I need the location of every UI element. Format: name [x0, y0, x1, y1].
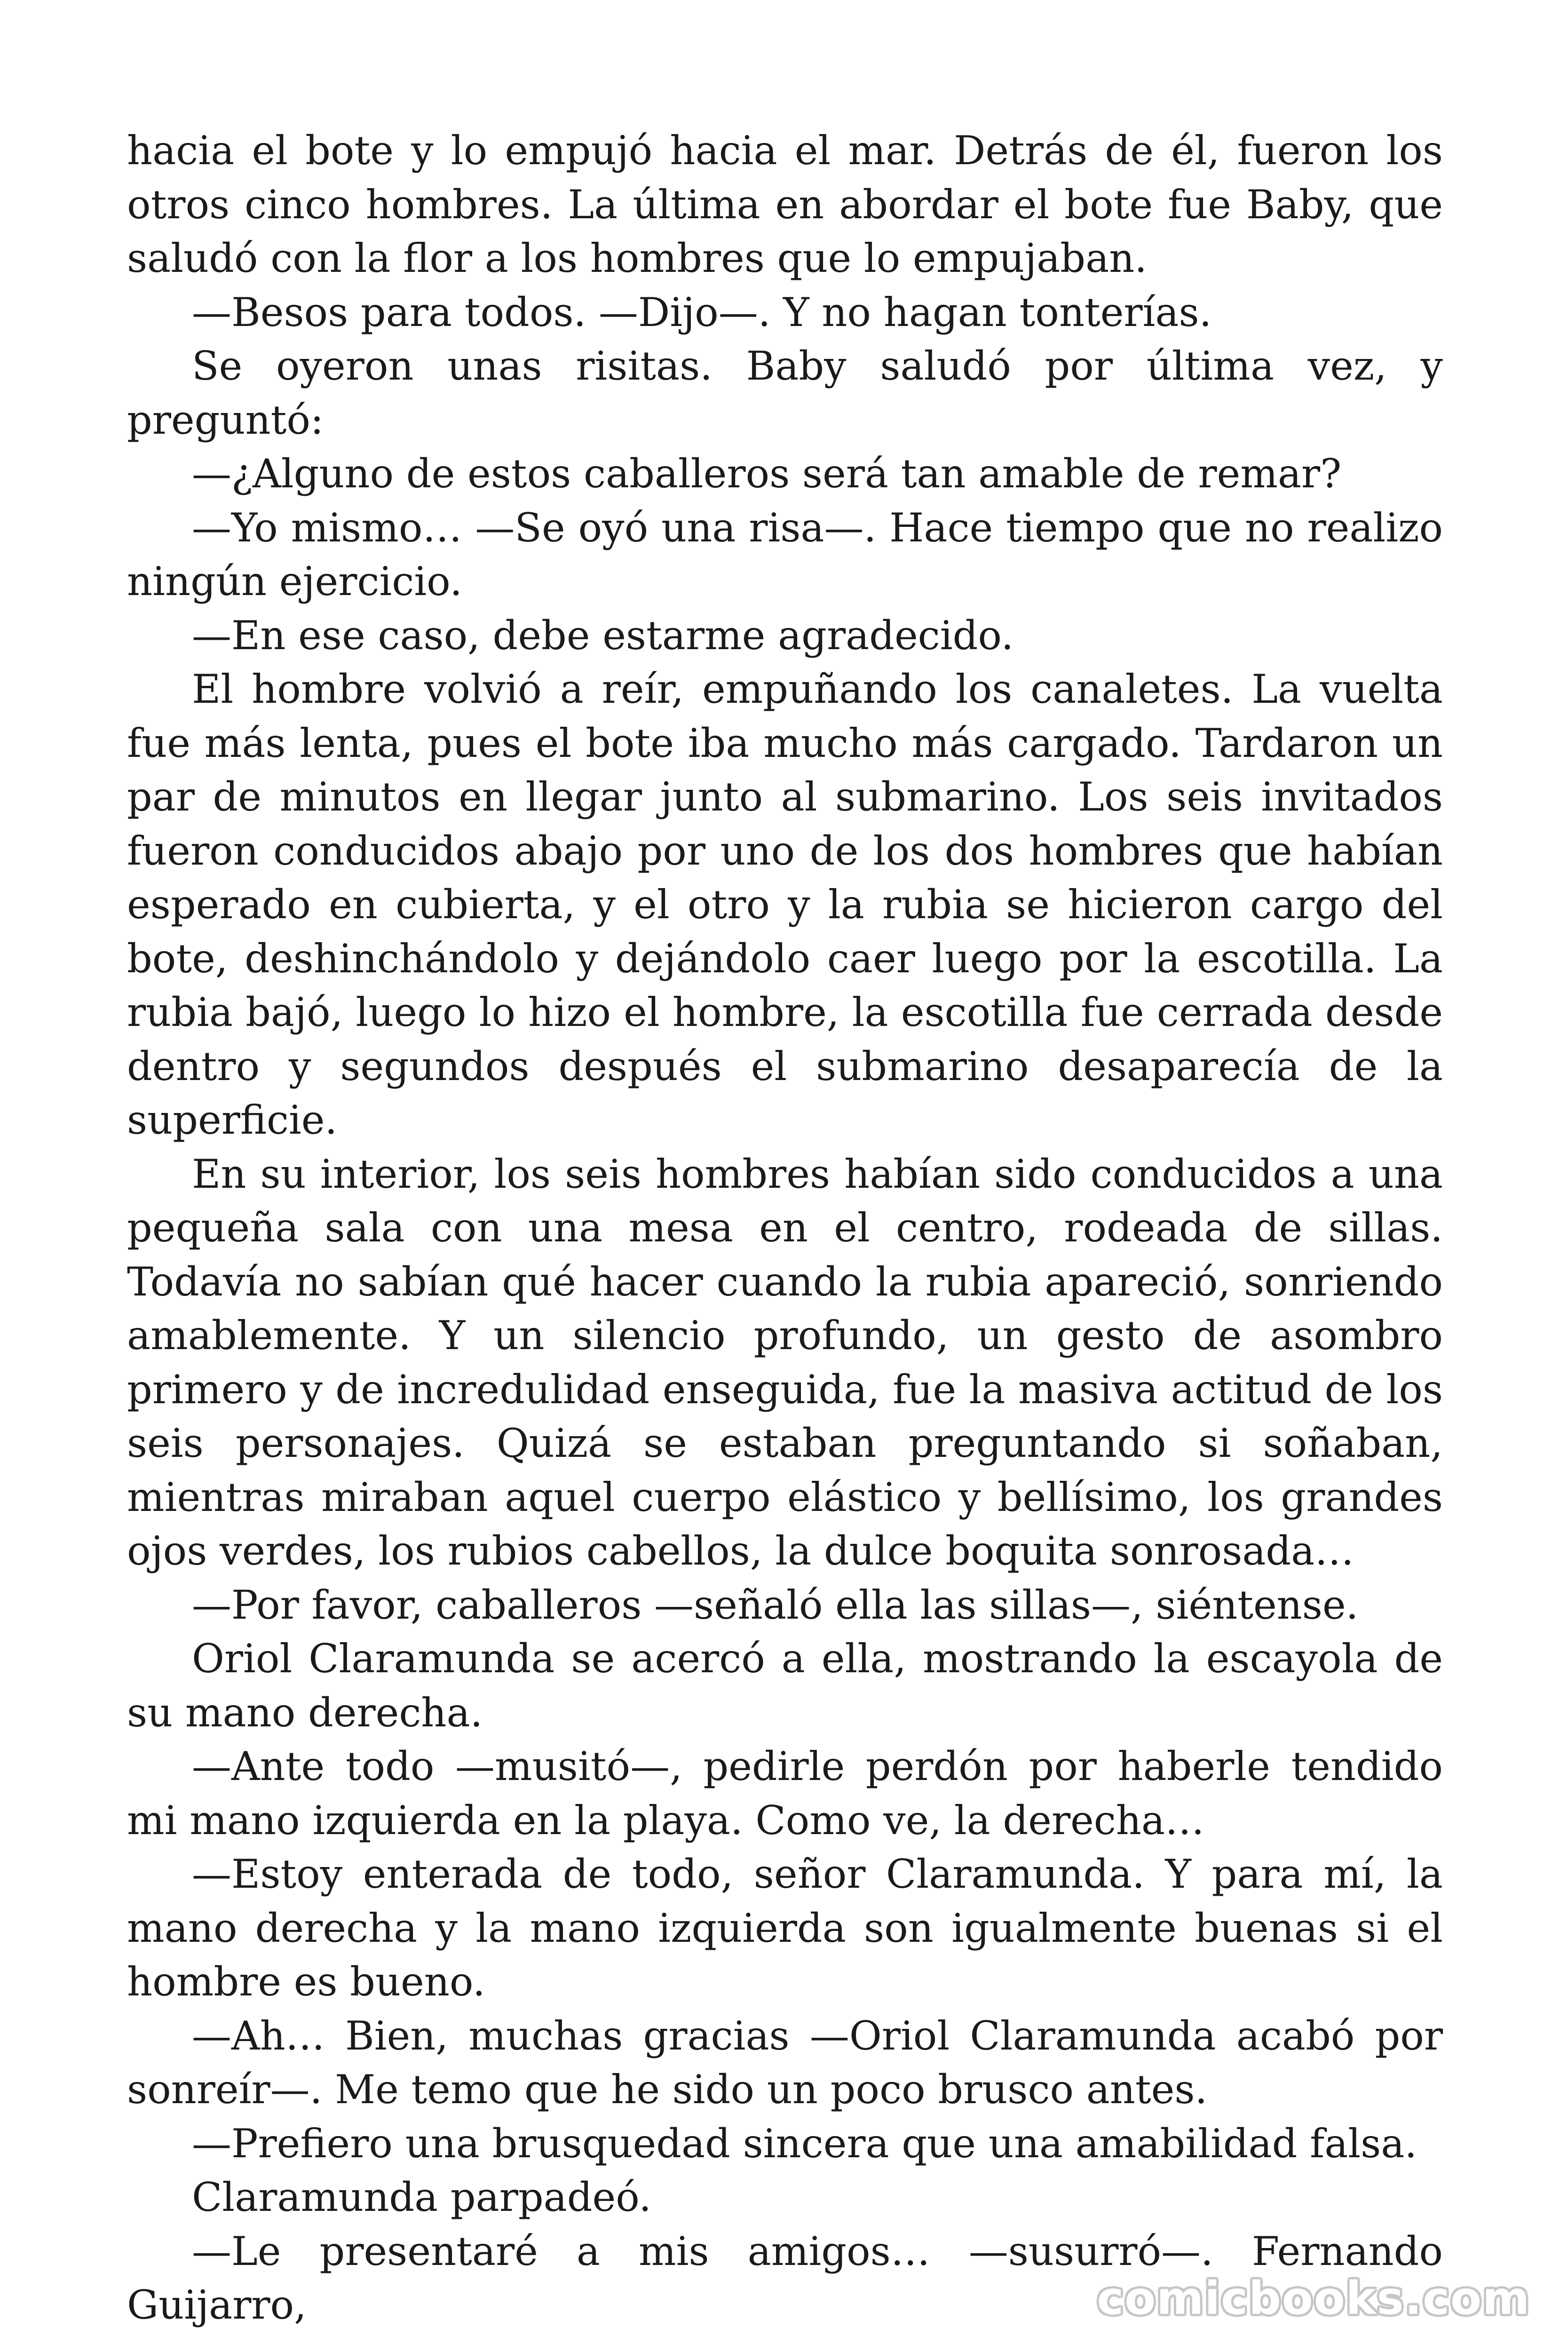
paragraph: —Prefiero una brusquedad sincera que una amabilidad falsa. — [192, 2120, 1418, 2167]
paragraph: —Besos para todos. —Dijo—. Y no hagan tonterías. — [192, 289, 1212, 335]
watermark: comicbooks.com — [1097, 2272, 1530, 2325]
paragraph: —Yo mismo… —Se oyó una risa—. Hace tiempo que no realizo ningún ejercicio. — [127, 504, 1443, 604]
paragraph: —¿Alguno de estos caballeros será tan amable de remar? — [192, 451, 1342, 497]
paragraph: —En ese caso, debe estarme agradecido. — [192, 612, 1014, 659]
paragraph: —Por favor, caballeros —señaló ella las sillas—, siéntense. — [192, 1581, 1359, 1628]
paragraph: —Ah… Bien, muchas gracias —Oriol Claramunda acabó por sonreír—. Me temo que he sido un poco brusco antes. — [127, 2012, 1443, 2113]
paragraph: Oriol Claramunda se acercó a ella, mostrando la escayola de su mano derecha. — [127, 1636, 1443, 1736]
paragraph: En su interior, los seis hombres habían sido conducidos a una pequeña sala con una mesa en el centro, rodeada de sillas. Todavía no sabían qué hacer cuando la rubia apareció, sonriendo amablemente. Y un silencio profundo, un gesto de asombro primero y de incredulidad enseguida, fue la masiva actitud de los seis personajes. Quizá se estaban preguntando si soñaban, mientras miraban aquel cuerpo elástico y bellísimo, los grandes ojos verdes, los rubios cabellos, la dulce boquita sonrosada… — [127, 1151, 1443, 1574]
paragraph: hacia el bote y lo empujó hacia el mar. Detrás de él, fueron los otros cinco hombres. La última en abordar el bote fue Baby, que saludó con la flor a los hombres que lo empujaban. — [127, 127, 1443, 281]
paragraph: —Ante todo —musitó—, pedirle perdón por haberle tendido mi mano izquierda en la playa. Como ve, la derecha… — [127, 1743, 1443, 1843]
paragraph: Claramunda parpadeó. — [192, 2174, 651, 2220]
page-body-text — [127, 124, 1443, 2332]
paragraph: El hombre volvió a reír, empuñando los canaletes. La vuelta fue más lenta, pues el bote iba mucho más cargado. Tardaron un par de minutos en llegar junto al submarino. Los seis invitados fueron conducidos abajo por uno de los dos hombres que habían esperado en cubierta, y el otro y la rubia se hicieron cargo del bote, deshinchándolo y dejándolo caer luego por la escotilla. La rubia bajó, luego lo hizo el hombre, la escotilla fue cerrada desde dentro y segundos después el submarino desaparecía de la superficie. — [127, 666, 1443, 1143]
paragraph: —Le presentaré a mis amigos… —susurró—. Fernando Guijarro, — [127, 2228, 1443, 2328]
paragraph: Se oyeron unas risitas. Baby saludó por última vez, y preguntó: — [127, 343, 1443, 443]
paragraph: —Estoy enterada de todo, señor Claramunda. Y para mí, la mano derecha y la mano izquierda son igualmente buenas si el hombre es bueno. — [127, 1851, 1443, 2005]
